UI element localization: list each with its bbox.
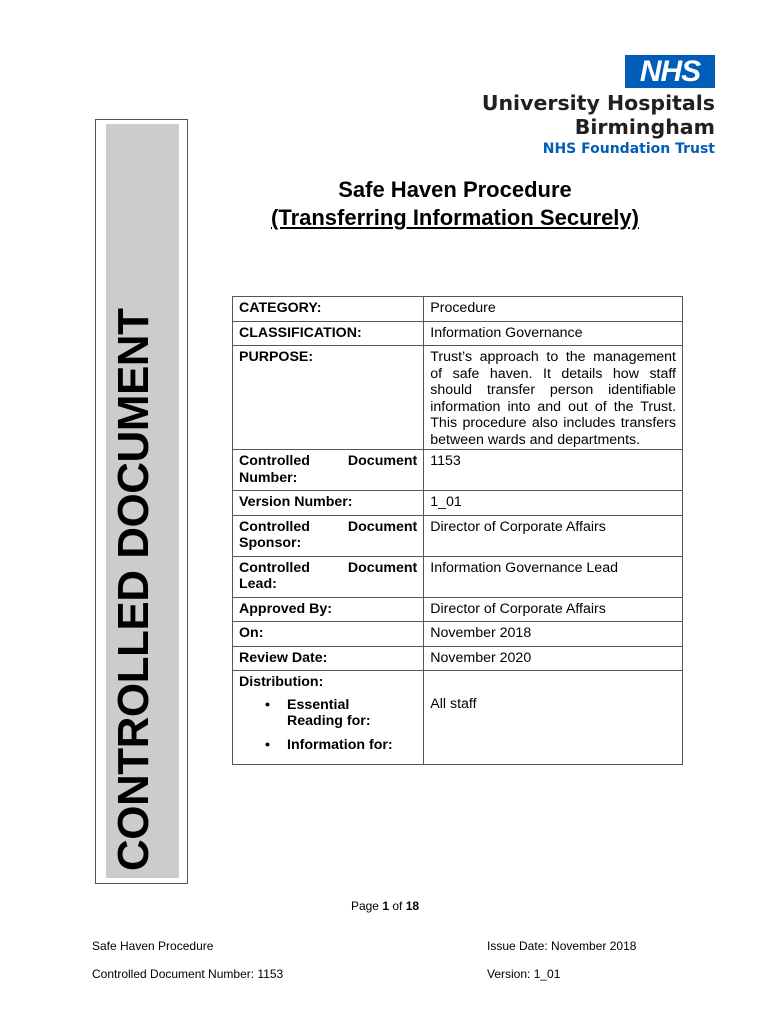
row-key: Review Date: [233, 646, 424, 671]
row-value: November 2020 [424, 646, 683, 671]
page-of: of [389, 899, 406, 913]
page-prefix: Page [350, 899, 383, 913]
list-item [239, 737, 417, 754]
list-item-label: Information for: [287, 736, 393, 753]
row-key-line1: Controlled Document [239, 453, 418, 469]
bullet-icon: • [265, 736, 270, 753]
distribution-label: Distribution: [239, 674, 324, 690]
row-key: On: [233, 622, 424, 647]
org-name-line1: University Hospitals [481, 91, 715, 115]
footer-right-line2: Version: 1_01 [487, 967, 561, 981]
row-key: CATEGORY: [233, 297, 424, 322]
document-title [230, 176, 680, 232]
table-row [233, 491, 683, 516]
row-value: Procedure [424, 297, 683, 322]
row-value: Director of Corporate Affairs [424, 515, 683, 556]
footer-left-line2: Controlled Document Number: 1153 [92, 967, 284, 981]
org-name-line2: Birmingham [574, 115, 715, 139]
table-row [233, 646, 683, 671]
row-key [233, 450, 424, 491]
row-key-line2: Lead: [239, 576, 277, 592]
nhs-badge: NHS [625, 55, 715, 88]
footer-right-line1: Issue Date: November 2018 [487, 939, 637, 953]
controlled-document-banner [95, 119, 188, 884]
row-key-line2: Sponsor: [239, 535, 302, 551]
document-metadata-table [232, 296, 683, 765]
org-subtitle: NHS Foundation Trust [542, 141, 715, 157]
table-row [233, 346, 683, 450]
table-row [233, 297, 683, 322]
table-row [233, 321, 683, 346]
page-current: 1 [382, 899, 389, 913]
table-row-distribution [233, 671, 683, 765]
row-key [233, 556, 424, 597]
row-value: Information Governance Lead [424, 556, 683, 597]
row-value: Director of Corporate Affairs [424, 597, 683, 622]
list-item-label-line1: Essential [287, 696, 350, 713]
row-value: November 2018 [424, 622, 683, 647]
list-item [239, 697, 417, 730]
table-row [233, 597, 683, 622]
page-number [0, 899, 770, 913]
page-total: 18 [405, 899, 420, 913]
bullet-icon: • [265, 696, 270, 713]
essential-reading-value: All staff [430, 696, 477, 712]
table-row [233, 556, 683, 597]
row-key [233, 515, 424, 556]
row-key: CLASSIFICATION: [233, 321, 424, 346]
title-line2: (Transferring Information Securely) [271, 205, 639, 230]
row-key: Approved By: [233, 597, 424, 622]
footer-left-line1: Safe Haven Procedure [92, 939, 214, 953]
distribution-key [233, 671, 424, 765]
distribution-value [424, 671, 683, 765]
row-key: PURPOSE: [233, 346, 424, 450]
table-row [233, 622, 683, 647]
row-value: Information Governance [424, 321, 683, 346]
table-row [233, 515, 683, 556]
row-key: Version Number: [233, 491, 424, 516]
row-key-line1: Controlled Document [239, 559, 418, 576]
nhs-trust-logo [482, 55, 715, 159]
table-row [233, 450, 683, 491]
row-key-line1: Controlled Document [239, 518, 418, 535]
row-key-line2: Number: [239, 469, 298, 486]
banner-text: CONTROLLED DOCUMENT [109, 308, 158, 871]
title-line1: Safe Haven Procedure [338, 177, 572, 202]
row-value: 1_01 [424, 491, 683, 516]
list-item-label-line2: Reading for: [287, 713, 371, 729]
distribution-list [239, 697, 417, 754]
row-value: 1153 [424, 450, 683, 491]
purpose-value: Trust’s approach to the management of safe haven. It details how staff should transfer person identifiable information into and out of the Trust. This procedure also includes transfers between wards and departments. [424, 346, 683, 450]
